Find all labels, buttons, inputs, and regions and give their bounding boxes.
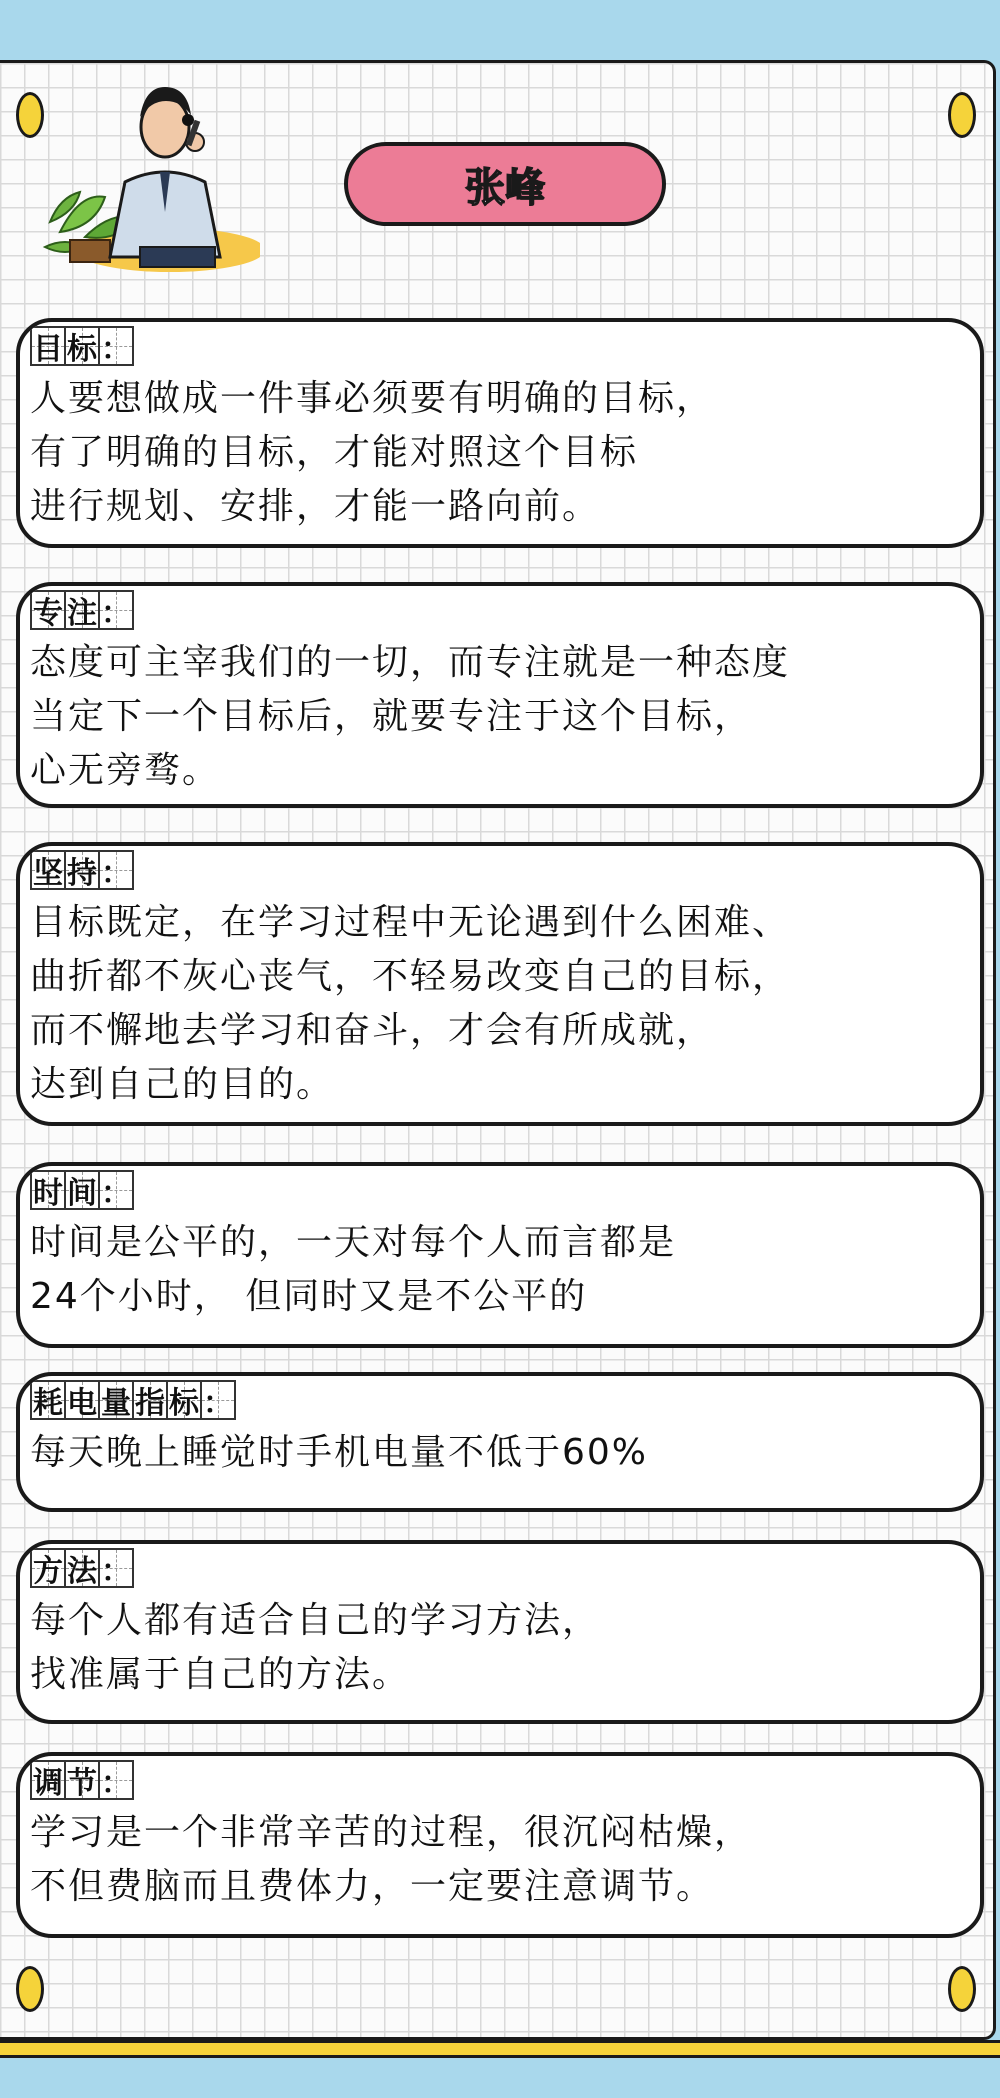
card-title: 专 注 ： [30, 590, 132, 630]
bottom-ribbon [0, 2040, 1000, 2058]
name-label: 张峰 [465, 164, 545, 211]
card-method [16, 1540, 984, 1724]
pin-bottom-left-icon [16, 1966, 44, 2012]
card-text: 学习是一个非常辛苦的过程，很沉闷枯燥， 不但费脑而且费体力，一定要注意调节。 [30, 1812, 753, 1907]
card-title: 调 节 ： [30, 1760, 132, 1800]
card-time [16, 1162, 984, 1348]
card-title: 方 法 ： [30, 1548, 132, 1588]
pin-top-right-icon [948, 92, 976, 138]
card-adjust [16, 1752, 984, 1938]
card-persist [16, 842, 984, 1126]
card-text: 人要想做成一件事必须要有明确的目标， 有了明确的目标，才能对照这个目标 进行规划、安排，才能一路向前。 [30, 378, 715, 527]
card-text: 目标既定，在学习过程中无论遇到什么困难、 曲折都不灰心丧气，不轻易改变自己的目标， 而不懈地去学习和奋斗，才会有所成就， 达到自己的目的。 [30, 902, 791, 1105]
card-battery [16, 1372, 984, 1512]
card-text: 每天晚上睡觉时手机电量不低于60% [30, 1432, 649, 1473]
card-focus [16, 582, 984, 808]
card-text: 态度可主宰我们的一切，而专注就是一种态度 当定下一个目标后，就要专注于这个目标， 心无旁骛。 [30, 642, 791, 791]
pin-bottom-right-icon [948, 1966, 976, 2012]
card-text: 每个人都有适合自己的学习方法， 找准属于自己的方法。 [30, 1600, 601, 1695]
card-goal [16, 318, 984, 548]
name-badge [344, 142, 666, 226]
card-title: 耗 电 量 指 标 ： [30, 1380, 234, 1420]
card-title: 坚 持 ： [30, 850, 132, 890]
avatar [30, 72, 260, 272]
card-title: 时 间 ： [30, 1170, 132, 1210]
card-title: 目 标 ： [30, 326, 132, 366]
card-text: 时间是公平的，一天对每个人而言都是 24个小时， 但同时又是不公平的 [30, 1222, 677, 1317]
